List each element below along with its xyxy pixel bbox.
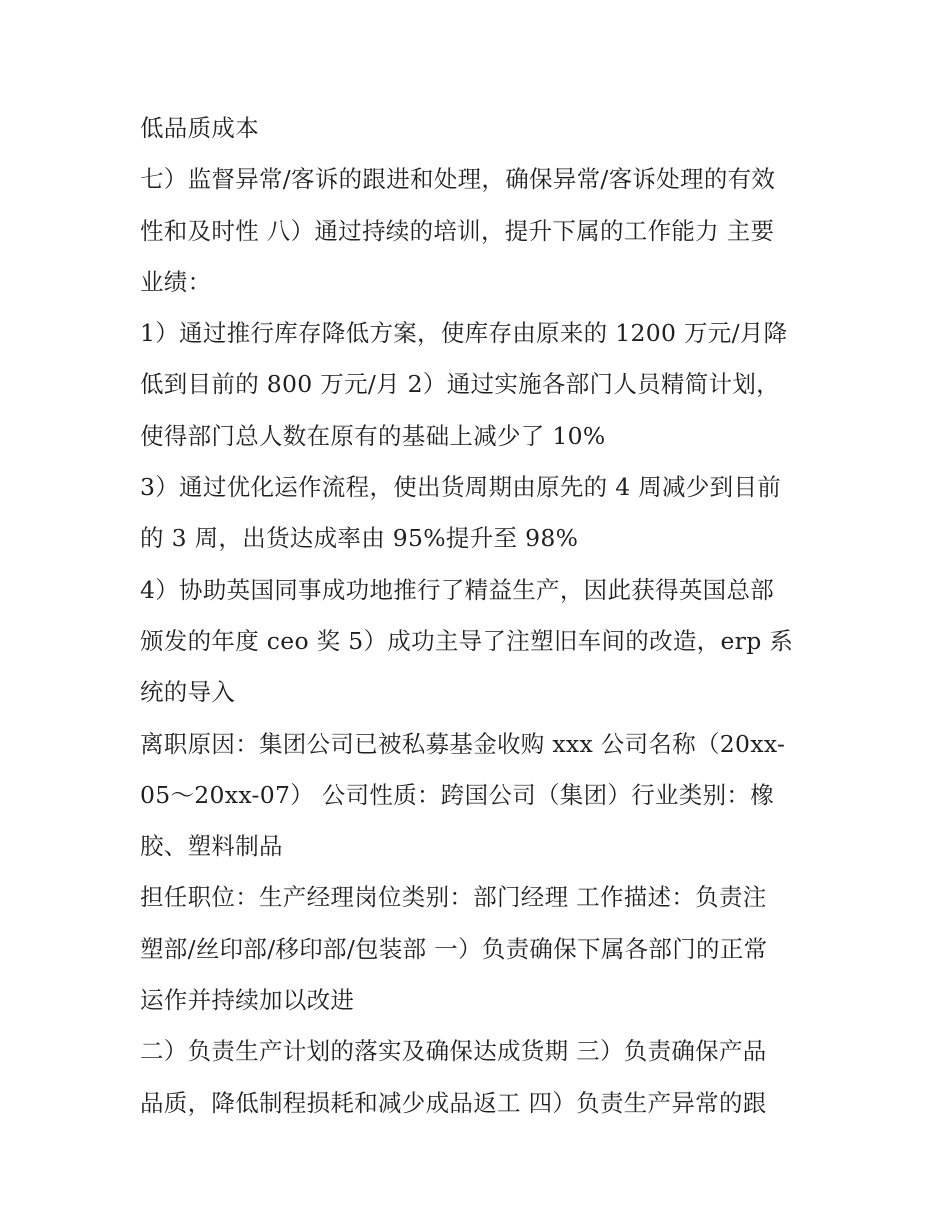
text-line: 胶、塑料制品 <box>140 832 283 861</box>
text-line: 业绩： <box>140 267 212 296</box>
text-line: 1）通过推行库存降低方案，使库存由原来的 1200 万元/月降 <box>140 319 788 348</box>
text-line: 4）协助英国同事成功地推行了精益生产，因此获得英国总部 <box>140 575 775 604</box>
text-line: 低品质成本 <box>140 114 259 142</box>
text-line: 二）负责生产计划的落实及确保达成货期 三）负责确保产品 <box>140 1037 767 1066</box>
document-body <box>140 103 820 1129</box>
text-line: 的 3 周，出货达成率由 95%提升至 98% <box>140 524 579 553</box>
text-line: 05～20xx-07） 公司性质：跨国公司（集团）行业类别：橡 <box>140 780 775 809</box>
text-line: 担任职位：生产经理岗位类别：部门经理 工作描述：负责注 <box>140 883 767 912</box>
text-line: 离职原因：集团公司已被私募基金收购 xxx 公司名称（20xx- <box>140 729 786 758</box>
text-line: 低到目前的 800 万元/月 2）通过实施各部门人员精简计划， <box>140 370 780 399</box>
text-line: 3）通过优化运作流程，使出货周期由原先的 4 周减少到目前 <box>140 473 782 502</box>
text-line: 使得部门总人数在原有的基础上减少了 10% <box>140 421 606 450</box>
text-line: 七）监督异常/客诉的跟进和处理，确保异常/客诉处理的有效 <box>140 165 776 194</box>
text-line: 颁发的年度 ceo 奖 5）成功主导了注塑旧车间的改造，erp 系 <box>140 626 794 655</box>
text-line: 运作并持续加以改进 <box>140 986 355 1015</box>
text-line: 品质，降低制程损耗和减少成品返工 四）负责生产异常的跟 <box>140 1088 767 1117</box>
text-line: 统的导入 <box>140 678 236 707</box>
text-line: 塑部/丝印部/移印部/包装部 一）负责确保下属各部门的正常 <box>140 934 768 963</box>
text-line: 性和及时性 八）通过持续的培训，提升下属的工作能力 主要 <box>140 216 775 245</box>
